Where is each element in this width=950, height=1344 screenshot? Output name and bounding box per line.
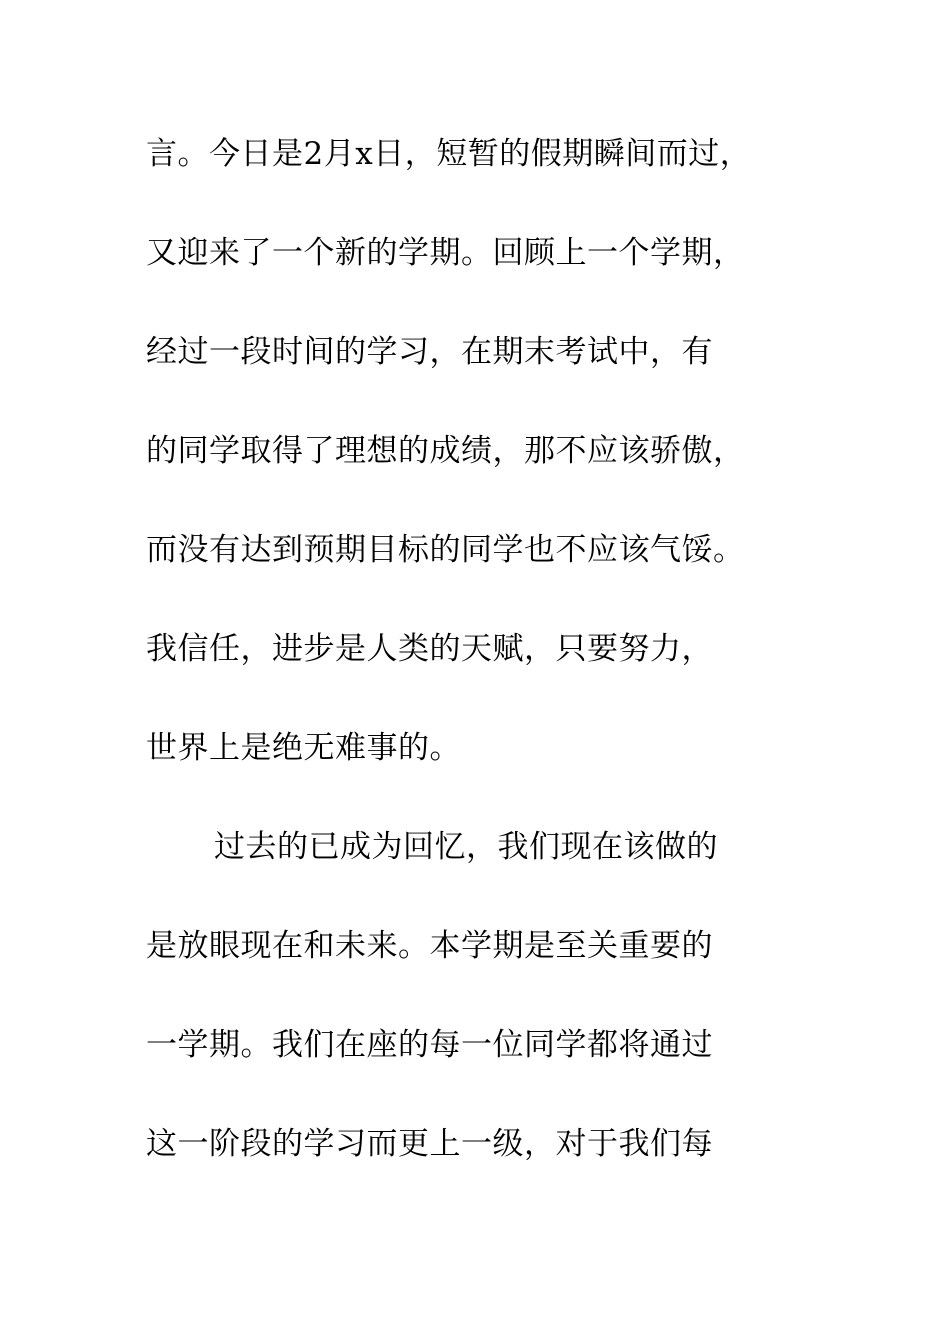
text-line: 我信任，进步是人类的天赋，只要努力，	[146, 631, 713, 667]
text-line: 世界上是绝无难事的。	[146, 730, 461, 766]
paragraph-first-line: 过去的已成为回忆，我们现在该做的	[214, 829, 718, 865]
text-line: 一学期。我们在座的每一位同学都将通过	[146, 1027, 713, 1063]
text-line: 而没有达到预期目标的同学也不应该气馁。	[146, 532, 745, 568]
text-line: 这一阶段的学习而更上一级，对于我们每	[146, 1126, 713, 1162]
text-line: 的同学取得了理想的成绩，那不应该骄傲，	[146, 433, 745, 469]
text-line: 言。今日是2月x日，短暂的假期瞬间而过，	[146, 136, 752, 172]
text-line: 又迎来了一个新的学期。回顾上一个学期，	[146, 235, 745, 271]
text-line: 经过一段时间的学习，在期末考试中，有	[146, 334, 713, 370]
text-line: 是放眼现在和未来。本学期是至关重要的	[146, 928, 713, 964]
document-body	[146, 128, 846, 1217]
